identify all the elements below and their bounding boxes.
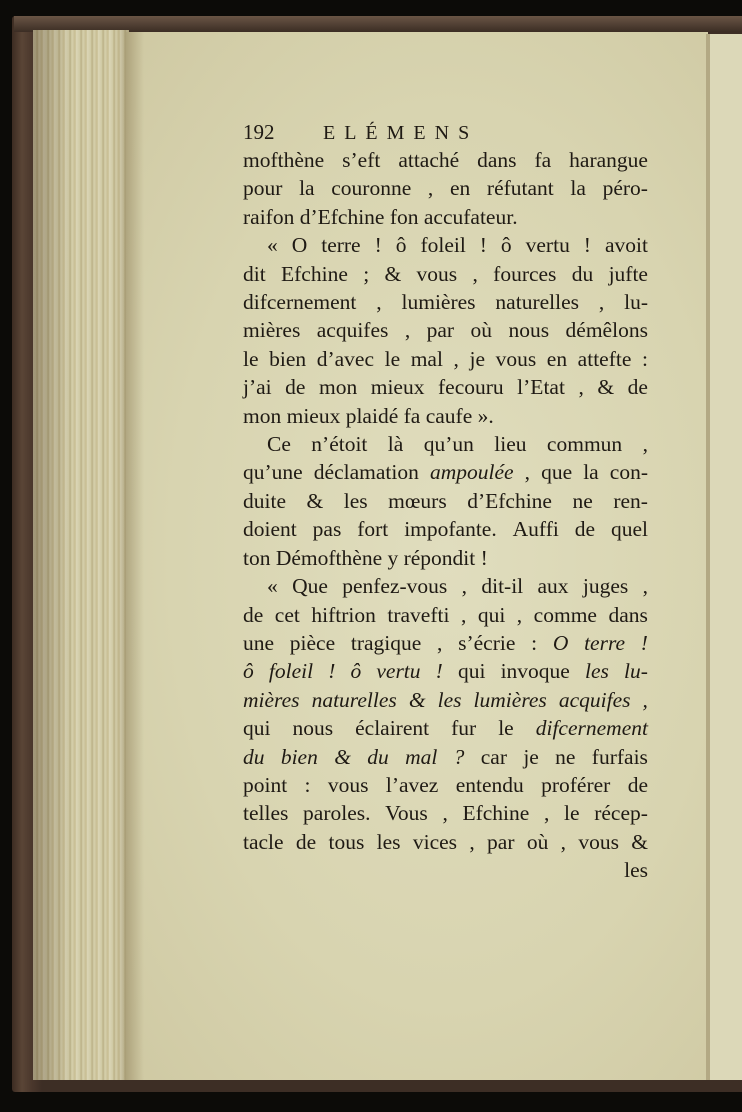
word: doient — [243, 517, 297, 542]
word: , — [442, 801, 448, 826]
text-line — [243, 714, 648, 742]
word: vous — [416, 261, 458, 286]
word: , — [598, 290, 605, 315]
word: , — [461, 574, 468, 599]
word: de — [243, 602, 264, 627]
word: proférer — [541, 772, 611, 797]
word: fa — [534, 148, 552, 172]
word: je — [469, 346, 486, 371]
word: fur — [451, 716, 477, 741]
word: jufte — [608, 261, 648, 286]
word: d’avec — [316, 346, 375, 371]
word: penfez-vous — [342, 574, 448, 599]
word: ! — [374, 233, 382, 258]
word: récep- — [594, 801, 648, 826]
word: , — [469, 829, 475, 854]
text-line — [243, 771, 648, 799]
word: une — [243, 630, 275, 655]
word: qu’une — [243, 460, 303, 485]
word: , — [524, 460, 530, 485]
word: tacle — [243, 829, 284, 854]
word: n’étoit — [311, 432, 368, 457]
word: vices — [412, 829, 458, 854]
word: , — [560, 829, 566, 854]
text-line — [243, 799, 648, 827]
italic-word: difcernement — [535, 716, 648, 741]
word: hiftrion — [311, 602, 376, 627]
word: comme — [533, 602, 597, 627]
word: d’Efchine — [467, 488, 552, 513]
word: j’ai — [243, 375, 272, 400]
word: l’Etat — [517, 375, 565, 400]
word: juges — [582, 574, 629, 599]
italic-word: du — [367, 744, 389, 769]
text-run: les — [624, 858, 648, 883]
word: , — [543, 801, 550, 826]
word: Que — [292, 574, 328, 599]
gutter-shadow — [126, 32, 144, 1080]
word: fecouru — [438, 375, 504, 400]
word: « — [267, 233, 278, 258]
word: mal — [410, 346, 443, 371]
text-line — [243, 572, 648, 600]
word: du — [571, 261, 594, 286]
word: les — [343, 488, 368, 513]
word: fort — [357, 517, 389, 542]
italic-word: vertu — [376, 659, 421, 684]
word: ne — [555, 744, 576, 769]
text-run: raifon d’Efchine fon accufateur. — [243, 204, 518, 229]
word: le — [243, 346, 259, 371]
word: mofthène — [243, 148, 325, 172]
word: qui — [457, 659, 486, 684]
text-line — [243, 629, 648, 657]
word: fources — [493, 261, 557, 286]
text-line — [243, 743, 648, 771]
word: démêlons — [565, 318, 648, 343]
word: naturelles — [495, 290, 579, 315]
word: le — [498, 716, 514, 741]
word: nous — [292, 716, 334, 741]
word: terre — [321, 233, 361, 258]
word: bien — [269, 346, 307, 371]
page-edges-shade — [33, 30, 129, 1080]
italic-word: naturelles — [311, 687, 397, 712]
word: que — [541, 460, 573, 485]
text-line — [243, 686, 648, 714]
word: , — [642, 432, 648, 457]
word: con- — [609, 460, 648, 485]
word: attaché — [398, 148, 460, 172]
word: de — [574, 517, 596, 542]
word: impofante. — [404, 517, 497, 542]
word: cet — [274, 602, 300, 627]
word: , — [642, 574, 648, 599]
word: s’écrie — [458, 630, 516, 655]
italic-word: mières — [243, 687, 300, 712]
word: les — [376, 829, 401, 854]
body-text — [243, 146, 648, 885]
word: point — [243, 772, 288, 797]
word: mieux — [370, 375, 425, 400]
word: de — [285, 375, 306, 400]
word: O — [291, 233, 308, 258]
text-run: ton Démofthène y répondit ! — [243, 545, 488, 570]
word: mières — [243, 318, 301, 343]
word: par — [426, 318, 455, 343]
running-head-title: ELÉMENS — [323, 122, 479, 144]
italic-word: ? — [453, 744, 465, 769]
word: mœurs — [388, 488, 447, 513]
italic-word: lumières — [473, 687, 547, 712]
word: duite — [243, 488, 286, 513]
word: & — [597, 375, 615, 400]
word: attefte — [577, 346, 632, 371]
running-head — [243, 118, 648, 146]
word: couronne — [331, 176, 412, 201]
word: : — [304, 772, 311, 797]
text-line — [243, 430, 648, 458]
word: déclamation — [313, 460, 419, 485]
italic-word: acquifes — [558, 687, 631, 712]
word: de — [627, 375, 648, 400]
text-line — [243, 373, 648, 401]
word: Efchine — [462, 801, 530, 826]
page-text — [243, 118, 648, 885]
word: Vous — [385, 801, 428, 826]
text-line — [243, 146, 648, 174]
word: , — [472, 261, 478, 286]
word: où — [526, 829, 549, 854]
word: ô — [395, 233, 407, 258]
word: pièce — [289, 630, 336, 655]
word: dit-il — [481, 574, 524, 599]
text-line — [243, 402, 648, 430]
text-line — [243, 487, 648, 515]
text-line — [243, 260, 648, 288]
text-line — [243, 203, 648, 231]
word: difcernement — [243, 290, 357, 315]
word: Efchine — [281, 261, 348, 286]
italic-word: les — [437, 687, 462, 712]
word: lu- — [624, 290, 648, 315]
italic-word: ! — [328, 659, 336, 684]
text-line — [243, 174, 648, 202]
italic-word: , — [642, 687, 648, 712]
word: travefti — [387, 602, 450, 627]
word: en — [546, 346, 568, 371]
text-line — [243, 345, 648, 373]
word: , — [404, 318, 411, 343]
word: vertu — [525, 233, 570, 258]
text-line — [243, 544, 648, 572]
word: de — [295, 829, 317, 854]
word: Auffi — [512, 517, 559, 542]
word: avoit — [604, 233, 648, 258]
italic-word: ô — [350, 659, 362, 684]
word: dans — [477, 148, 517, 172]
word: dit — [243, 261, 266, 286]
word: je — [523, 744, 539, 769]
word: telles — [243, 801, 289, 826]
word: « — [267, 574, 278, 599]
word: : — [641, 346, 648, 371]
italic-word: bien — [280, 744, 318, 769]
word: le — [564, 801, 580, 826]
word: foleil — [420, 233, 466, 258]
word: de — [627, 772, 648, 797]
word: par — [487, 829, 515, 854]
word: en — [449, 176, 471, 201]
word: tragique — [350, 630, 422, 655]
word: réfutant — [486, 176, 554, 201]
word: commun — [546, 432, 623, 457]
word: péro- — [602, 176, 648, 201]
word: pas — [312, 517, 342, 542]
word: , — [516, 602, 523, 627]
word: furfais — [591, 744, 648, 769]
text-line — [243, 657, 648, 685]
word: car — [480, 744, 507, 769]
word: vous — [578, 829, 619, 854]
text-line — [243, 515, 648, 543]
word: dans — [608, 602, 648, 627]
word: Ce — [267, 432, 291, 457]
word: la — [583, 460, 599, 485]
word: lumières — [401, 290, 476, 315]
word: , — [437, 630, 443, 655]
word: s’eft — [342, 148, 381, 172]
italic-word: ! — [435, 659, 443, 684]
word: qu’un — [423, 432, 474, 457]
word: la — [299, 176, 315, 201]
text-line — [243, 856, 648, 884]
italic-word: ! — [640, 630, 648, 655]
word: pour — [243, 176, 283, 201]
word: le — [384, 346, 401, 371]
facing-page — [710, 34, 742, 1080]
word: , — [376, 290, 382, 315]
word: , — [460, 602, 467, 627]
italic-word: mal — [405, 744, 438, 769]
text-line — [243, 288, 648, 316]
word: & — [306, 488, 324, 513]
italic-word: O — [552, 630, 569, 655]
text-line — [243, 458, 648, 486]
word: & — [384, 261, 402, 286]
italic-word: ampoulée — [429, 460, 514, 485]
text-run: mon mieux plaidé fa caufe ». — [243, 403, 494, 428]
word: acquifes — [316, 318, 389, 343]
word: éclairent — [355, 716, 430, 741]
italic-word: & — [408, 687, 426, 712]
word: , — [453, 346, 459, 371]
word: aux — [537, 574, 569, 599]
word: & — [631, 829, 648, 854]
word: : — [531, 630, 538, 655]
text-line — [243, 828, 648, 856]
word: lieu — [494, 432, 527, 457]
word: , — [427, 176, 434, 201]
word: mon — [318, 375, 358, 400]
word: ô — [500, 233, 512, 258]
word: nous — [508, 318, 550, 343]
word: invoque — [500, 659, 570, 684]
word: quel — [610, 517, 648, 542]
italic-word: terre — [584, 630, 626, 655]
word: paroles. — [303, 801, 371, 826]
italic-word: les — [584, 659, 609, 684]
word: ! — [583, 233, 591, 258]
word: qui — [243, 716, 271, 741]
word: l’avez — [385, 772, 439, 797]
word: la — [570, 176, 586, 201]
word: vous — [327, 772, 369, 797]
page-number: 192 — [243, 120, 275, 144]
word: ; — [363, 261, 370, 286]
word: qui — [477, 602, 506, 627]
word: où — [470, 318, 493, 343]
text-line — [243, 231, 648, 259]
word: entendu — [455, 772, 524, 797]
word: vous — [495, 346, 537, 371]
italic-word: & — [334, 744, 351, 769]
italic-word: lu- — [624, 659, 648, 684]
word: ne — [572, 488, 593, 513]
italic-word: ô — [243, 659, 254, 684]
word: , — [578, 375, 584, 400]
word: là — [387, 432, 404, 457]
word: ren- — [613, 488, 648, 513]
text-line — [243, 316, 648, 344]
italic-word: foleil — [268, 659, 314, 684]
word: harangue — [569, 148, 648, 172]
word: tous — [328, 829, 365, 854]
word: ! — [479, 233, 487, 258]
italic-word: du — [243, 744, 265, 769]
text-line — [243, 601, 648, 629]
